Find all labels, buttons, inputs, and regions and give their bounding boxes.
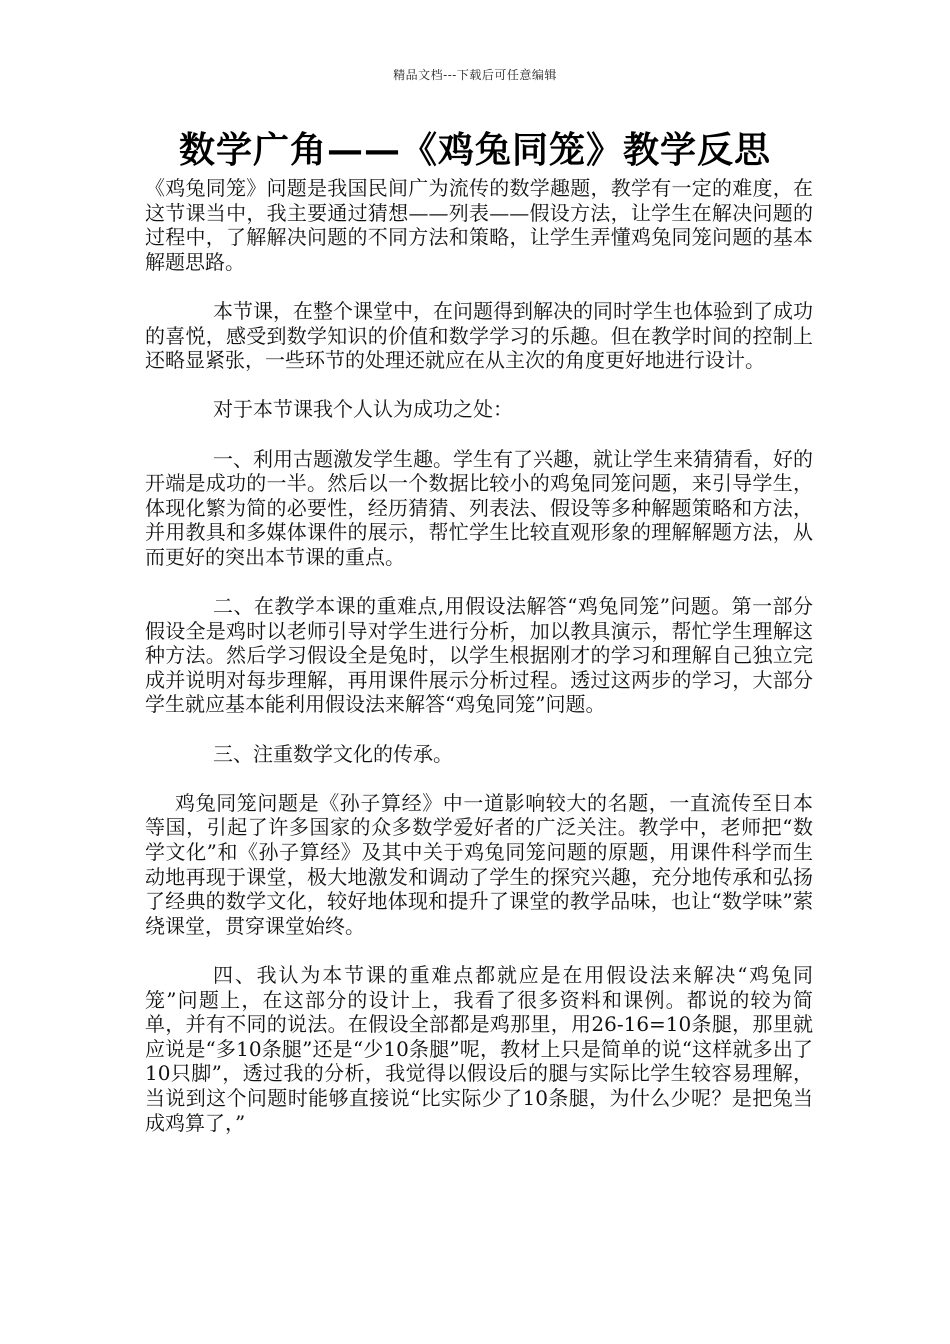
header-note: 精品文档---下载后可任意编辑 [393,68,557,82]
paragraph-point-2: 二、在教学本课的重难点,用假设法解答“鸡兔同笼”问题。第一部分假设全是鸡时以老师引导对学生进行分析，加以教具演示，帮忙学生理解这种方法。然后学习假设全是兔时，以学生根据刚才的学习和理解自己独立完成并说明对每步理解，再用课件展示分析过程。透过这两步的学习，大部分学生就应基本能利用假设法来解答“鸡兔同笼”问题。 [145,594,813,717]
paragraph-intro: 《鸡兔同笼》问题是我国民间广为流传的数学趣题，教学有一定的难度，在这节课当中，我主要通过猜想——列表——假设方法，让学生在解决问题的过程中，了解解决问题的不同方法和策略，让学生弄懂鸡兔同笼问题的基本解题思路。 [145,176,813,274]
paragraph-spacer [145,766,813,791]
paragraph-spacer [145,938,813,963]
paragraph-success-heading: 对于本节课我个人认为成功之处： [213,397,513,422]
paragraph-point-4: 四、我认为本节课的重难点都就应是在用假设法来解决“鸡兔同笼”问题上，在这部分的设计上，我看了很多资料和课例。都说的较为简单，并有不同的说法。在假设全部都是鸡那里，用26-16=10条腿，那里就应说是“多10条腿”还是“少10条腿”呢，教材上只是简单的说“这样就多出了10只脚”，透过我的分析，我觉得以假设后的腿与实际比学生较容易理解，当说到这个问题时能够直接说“比实际少了10条腿，为什么少呢？是把兔当成鸡算了，” [145,963,813,1135]
paragraph-point-1: 一、利用古题激发学生趣。学生有了兴趣，就让学生来猜猜看，好的开端是成功的一半。然后以一个数据比较小的鸡兔同笼问题，来引导学生，体现化繁为简的必要性，经历猜猜、列表法、假设等多种解题策略和方法，并用教具和多媒体课件的展示，帮忙学生比较直观形象的理解解题方法，从而更好的突出本节课的重点。 [145,446,813,569]
paragraph-summary: 本节课，在整个课堂中，在问题得到解决的同时学生也体验到了成功的喜悦，感受到数学知识的价值和数学学习的乐趣。但在教学时间的控制上还略显紧张，一些环节的处理还就应在从主次的角度更好地进行设计。 [145,298,813,373]
paragraph-spacer [145,373,813,398]
paragraph-point-3-heading: 三、注重数学文化的传承。 [213,741,453,766]
document-body [145,176,813,1135]
paragraph-point-3-body: 鸡兔同笼问题是《孙子算经》中一道影响较大的名题，一直流传至日本等国，引起了许多国家的众多数学爱好者的广泛关注。教学中，老师把“数学文化”和《孙子算经》及其中关于鸡兔同笼问题的原题，用课件科学而生动地再现于课堂，极大地激发和调动了学生的探究兴趣，充分地传承和弘扬了经典的数学文化，较好地体现和提升了课堂的教学品味，也让“数学味”萦绕课堂，贯穿课堂始终。 [145,790,813,938]
paragraph-spacer [145,422,813,447]
paragraph-spacer [145,570,813,595]
paragraph-spacer [145,274,813,299]
paragraph-spacer [145,717,813,742]
document-title: 数学广角——《鸡兔同笼》教学反思 [178,129,771,171]
